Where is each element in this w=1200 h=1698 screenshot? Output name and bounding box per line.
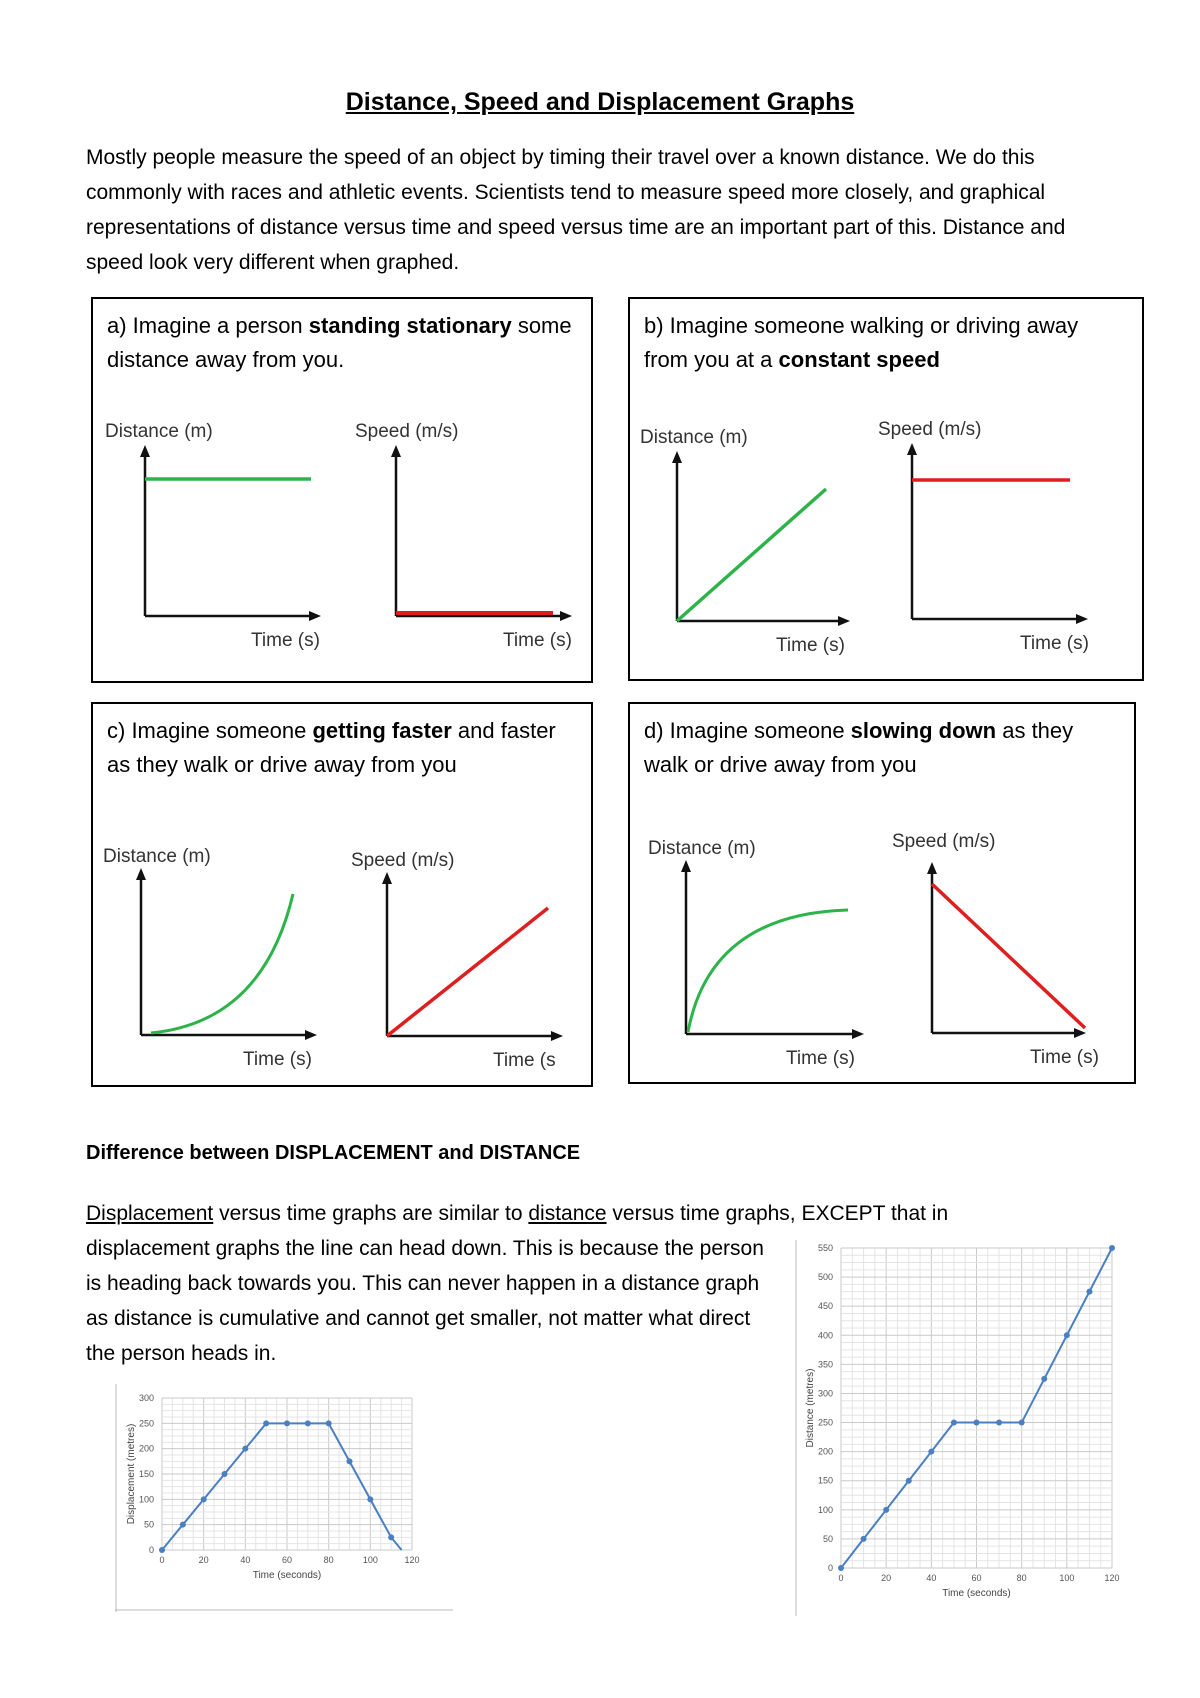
- y-axis-title: Distance (metres): [805, 1368, 816, 1448]
- panel-b-caption: b) Imagine someone walking or driving away from you at a constant speed: [644, 313, 1079, 372]
- distance-curve: [688, 910, 848, 1032]
- x-tick-label: 40: [926, 1573, 937, 1583]
- panel-c-getting-faster: [91, 702, 593, 1087]
- data-point: [1109, 1245, 1115, 1251]
- section-heading: Difference between DISPLACEMENT and DISTANCE: [86, 1142, 581, 1164]
- speed-line: [932, 884, 1085, 1028]
- y-tick-label: 400: [817, 1330, 833, 1341]
- x-axis-title: Time (seconds): [252, 1570, 322, 1581]
- data-point: [883, 1507, 889, 1513]
- panel-b-constant-speed: [628, 297, 1144, 681]
- panel-a-stationary: [91, 297, 593, 683]
- x-tick-label: 20: [198, 1555, 209, 1565]
- data-point: [388, 1534, 394, 1540]
- data-point: [1064, 1332, 1070, 1338]
- speed-axis-label: Speed (m/s): [351, 850, 455, 871]
- data-point: [242, 1446, 248, 1452]
- panel-d-slowing-down: [628, 702, 1136, 1084]
- data-point: [838, 1565, 844, 1571]
- panel-c-caption: c) Imagine someone getting faster and faster as they walk or drive away from you: [107, 718, 556, 777]
- x-tick-label: 0: [159, 1555, 165, 1565]
- panel-b-graphs: [630, 299, 1146, 683]
- data-point: [347, 1458, 353, 1464]
- data-point: [906, 1478, 912, 1484]
- x-tick-label: 40: [240, 1555, 251, 1565]
- intro-paragraph: Mostly people measure the speed of an object by timing their travel over a known distance. We do this commonly with races and athletic events. Scientists tend to measure speed more closely, and graphical representations of distance versus time and speed versus time are an important part of this. Distance and speed look very different when graphed.: [86, 146, 1066, 274]
- data-point: [367, 1496, 373, 1502]
- data-point: [951, 1420, 957, 1426]
- data-point: [326, 1420, 332, 1426]
- x-tick-label: 20: [881, 1573, 892, 1583]
- panel-d-graphs: [630, 704, 1138, 1086]
- data-point: [861, 1536, 867, 1542]
- panel-c-graphs: [93, 704, 595, 1089]
- y-tick-label: 200: [138, 1443, 154, 1454]
- panel-a-graphs: [93, 299, 595, 685]
- y-tick-label: 150: [817, 1475, 833, 1486]
- y-tick-label: 250: [817, 1417, 833, 1428]
- data-point: [263, 1420, 269, 1426]
- time-axis-label: Time (s): [503, 630, 572, 651]
- displacement-remaining-text: displacement graphs the line can head down. This is because the person is heading back towards you. This can never happen in a distance graph as distance is cumulative and cannot get smaller, not matter what direct the person heads in.: [86, 1237, 764, 1365]
- data-point: [180, 1522, 186, 1528]
- x-tick-label: 80: [323, 1555, 334, 1565]
- x-tick-label: 100: [362, 1555, 378, 1565]
- x-tick-label: 0: [838, 1573, 844, 1583]
- y-tick-label: 550: [817, 1243, 833, 1253]
- x-tick-label: 120: [404, 1555, 420, 1565]
- time-axis-label: Time (s): [786, 1048, 855, 1069]
- speed-axis-label: Speed (m/s): [878, 419, 982, 440]
- displacement-first-line: Displacement versus time graphs are similar to distance versus time graphs, EXCEPT that in: [86, 1202, 949, 1225]
- y-tick-label: 450: [817, 1301, 833, 1312]
- x-tick-label: 60: [281, 1555, 293, 1565]
- x-tick-label: 60: [971, 1573, 982, 1583]
- x-tick-label: 120: [1104, 1573, 1120, 1583]
- panel-a-caption: a) Imagine a person standing stationary some distance away from you.: [107, 313, 572, 372]
- time-axis-label: Time (s): [243, 1049, 312, 1070]
- data-point: [1041, 1376, 1047, 1382]
- data-point: [1019, 1420, 1025, 1426]
- y-tick-label: 300: [138, 1393, 154, 1403]
- y-tick-label: 0: [148, 1545, 154, 1555]
- time-axis-label: Time (s): [1020, 633, 1089, 654]
- data-point: [222, 1471, 228, 1477]
- speed-axis-label: Speed (m/s): [892, 831, 996, 852]
- data-point: [974, 1420, 980, 1426]
- data-point: [996, 1420, 1002, 1426]
- y-tick-label: 100: [817, 1504, 833, 1515]
- panel-d-caption: d) Imagine someone slowing down as they walk or drive away from you: [644, 718, 1074, 777]
- speed-axis-label: Speed (m/s): [355, 421, 459, 442]
- y-tick-label: 300: [817, 1388, 833, 1399]
- y-tick-label: 200: [817, 1446, 833, 1457]
- data-point: [928, 1449, 934, 1455]
- y-tick-label: 250: [138, 1418, 154, 1429]
- data-point: [284, 1420, 290, 1426]
- y-tick-label: 100: [138, 1494, 154, 1505]
- time-axis-label: Time (s): [1030, 1047, 1099, 1068]
- y-tick-label: 0: [827, 1563, 833, 1573]
- y-tick-label: 50: [822, 1533, 833, 1544]
- y-tick-label: 350: [817, 1359, 833, 1370]
- distance-axis-label: Distance (m): [640, 427, 748, 448]
- page-title: Distance, Speed and Displacement Graphs: [345, 88, 855, 116]
- y-tick-label: 500: [817, 1272, 833, 1283]
- time-axis-label: Time (s: [493, 1050, 556, 1071]
- data-point: [159, 1547, 165, 1553]
- distance-axis-label: Distance (m): [105, 421, 213, 442]
- data-point: [201, 1496, 207, 1502]
- x-axis-title: Time (seconds): [942, 1588, 1011, 1599]
- displacement-time-chart: [115, 1384, 453, 1612]
- y-tick-label: 150: [138, 1469, 154, 1479]
- distance-time-chart: [795, 1240, 1130, 1616]
- distance-axis-label: Distance (m): [648, 838, 756, 859]
- time-axis-label: Time (s): [776, 635, 845, 656]
- time-axis-label: Time (s): [251, 630, 320, 651]
- speed-line: [387, 908, 548, 1036]
- y-tick-label: 50: [143, 1519, 154, 1530]
- distance-curve: [151, 894, 293, 1033]
- distance-axis-label: Distance (m): [103, 846, 211, 867]
- x-tick-label: 100: [1059, 1573, 1075, 1583]
- distance-line: [677, 489, 826, 621]
- data-point: [1086, 1289, 1092, 1295]
- y-axis-title: Displacement (metres): [126, 1423, 137, 1525]
- x-tick-label: 80: [1016, 1573, 1027, 1583]
- data-point: [305, 1420, 311, 1426]
